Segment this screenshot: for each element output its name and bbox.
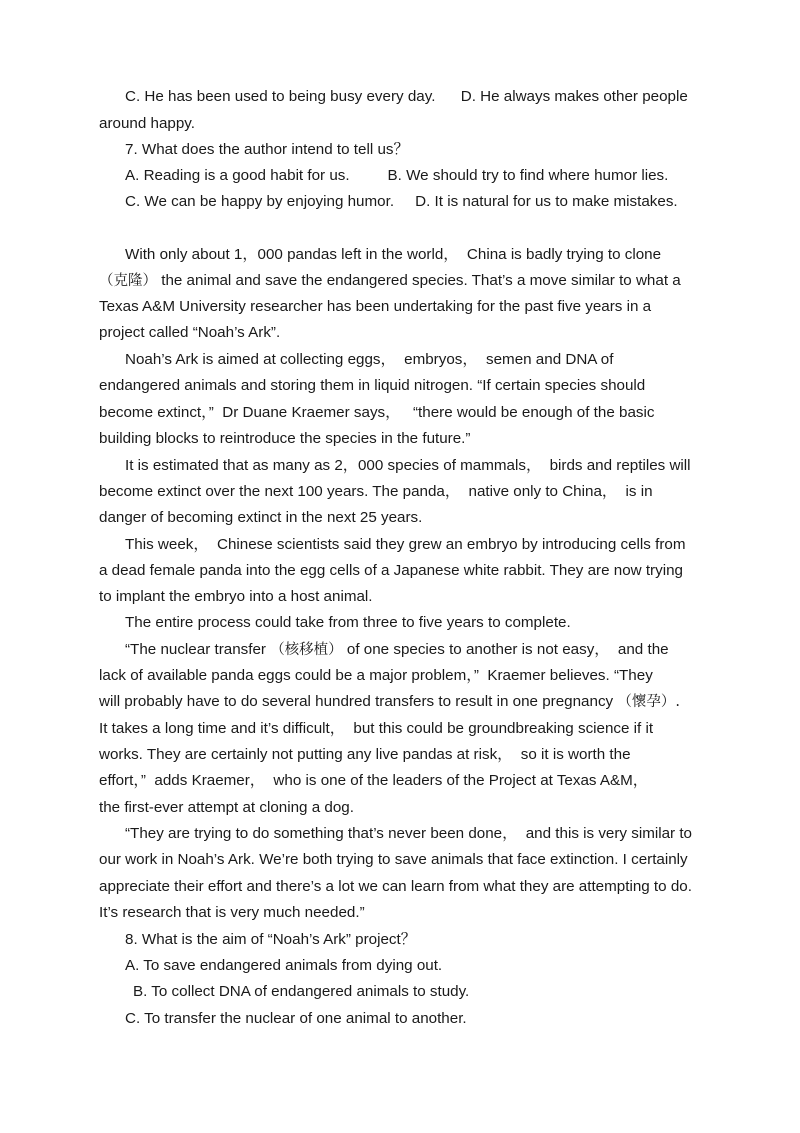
passage-p6-line bbox=[125, 640, 669, 660]
passage-p2-line: endangered animals and storing them in liquid nitrogen. “If certain species should bbox=[99, 377, 646, 394]
q6-option-d-continued: around happy. bbox=[99, 115, 195, 132]
passage-p2-line: become extinct，” Dr Duane Kraemer says， “there would be enough of the basic bbox=[99, 404, 655, 421]
q6-option-cd: C. He has been used to being busy every day. D. He always makes other people bbox=[125, 88, 688, 105]
passage-p6-line bbox=[99, 692, 680, 712]
q8-option-a: A. To save endangered animals from dying out. bbox=[125, 957, 443, 974]
passage-text: of one species to another is not easy， and the bbox=[342, 641, 669, 658]
passage-p7-line: It’s research that is very much needed.” bbox=[99, 904, 365, 921]
q7-option-ab: A. Reading is a good habit for us. B. We should try to find where humor lies. bbox=[125, 167, 669, 184]
passage-p6-line: works. They are certainly not putting any live pandas at risk， so it is worth the bbox=[99, 746, 631, 763]
passage-p6-line: lack of available panda eggs could be a major problem，” Kraemer believes. “They bbox=[99, 667, 653, 684]
passage-p6-line: effort，” adds Kraemer， who is one of the leaders of the Project at Texas A&M， bbox=[99, 772, 648, 789]
passage-p1-line: Texas A&M University researcher has been undertaking for the past five years in a bbox=[99, 298, 652, 315]
passage-p2-line: Noah’s Ark is aimed at collecting eggs， embryos， semen and DNA of bbox=[125, 351, 614, 368]
q8-option-b: B. To collect DNA of endangered animals to study. bbox=[133, 983, 470, 1000]
chinese-gloss-nuclear-transfer: （核移植） bbox=[270, 642, 343, 658]
passage-p7-line: our work in Noah’s Ark. We’re both trying to save animals that face extinction. I certainly bbox=[99, 851, 688, 868]
q7-option-cd: C. We can be happy by enjoying humor. D. It is natural for us to make mistakes. bbox=[125, 193, 678, 210]
passage-p5-line: The entire process could take from three to five years to complete. bbox=[125, 614, 571, 631]
q7-stem: 7. What does the author intend to tell us？ bbox=[125, 141, 409, 158]
q8-option-c: C. To transfer the nuclear of one animal to another. bbox=[125, 1010, 467, 1027]
passage-p3-line: become extinct over the next 100 years. The panda， native only to China， is in bbox=[99, 483, 653, 500]
passage-p1-line: project called “Noah’s Ark”. bbox=[99, 324, 281, 341]
passage-p6-line: the first-ever attempt at cloning a dog. bbox=[99, 799, 354, 816]
passage-text: “The nuclear transfer bbox=[125, 641, 271, 658]
passage-p3-line: It is estimated that as many as 2，000 species of mammals， birds and reptiles will bbox=[125, 457, 691, 474]
passage-text: the animal and save the endangered species. That’s a move similar to what a bbox=[157, 272, 681, 289]
passage-p1-line bbox=[99, 271, 681, 291]
passage-p7-line: appreciate their effort and there’s a lot we can learn from what they are attempting to do. bbox=[99, 878, 692, 895]
chinese-gloss-pregnancy: （懷孕）. bbox=[617, 694, 680, 710]
chinese-gloss-clone: （克隆） bbox=[99, 273, 157, 289]
passage-p3-line: danger of becoming extinct in the next 25 years. bbox=[99, 509, 423, 526]
passage-p4-line: to implant the embryo into a host animal. bbox=[99, 588, 373, 605]
passage-p4-line: a dead female panda into the egg cells of a Japanese white rabbit. They are now trying bbox=[99, 562, 683, 579]
passage-p6-line: It takes a long time and it’s difficult， but this could be groundbreaking science if it bbox=[99, 720, 654, 737]
passage-p1-line: With only about 1，000 pandas left in the world， China is badly trying to clone bbox=[125, 246, 662, 263]
passage-text: will probably have to do several hundred transfers to result in one pregnancy bbox=[99, 693, 618, 710]
passage-p4-line: This week， Chinese scientists said they grew an embryo by introducing cells from bbox=[125, 536, 686, 553]
q8-stem: 8. What is the aim of “Noah’s Ark” project？ bbox=[125, 931, 416, 948]
passage-p7-line: “They are trying to do something that’s never been done， and this is very similar to bbox=[125, 825, 693, 842]
passage-p2-line: building blocks to reintroduce the species in the future.” bbox=[99, 430, 471, 447]
